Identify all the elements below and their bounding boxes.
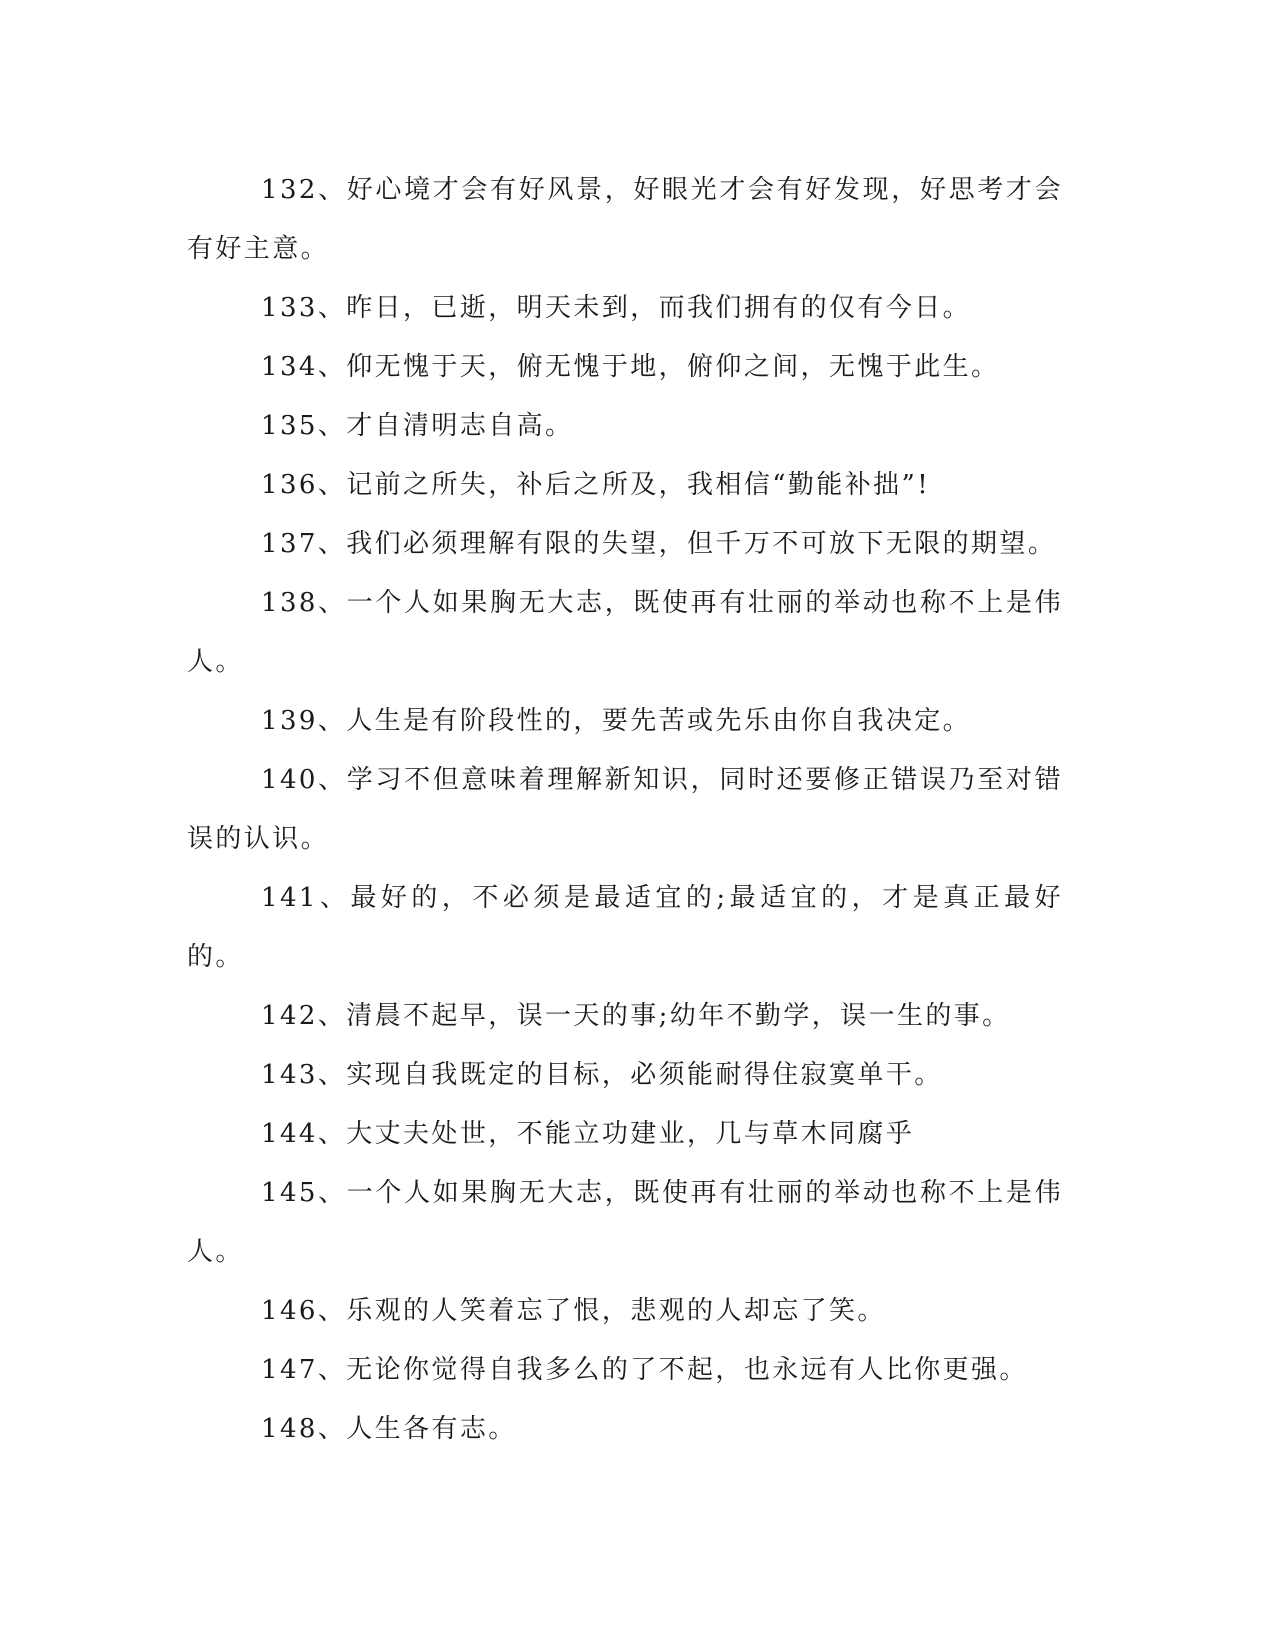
- quote-148: 148、人生各有志。: [261, 1414, 517, 1444]
- quote-138: 138、一个人如果胸无大志，既使再有壮丽的举动也称不上是伟人。: [187, 588, 1063, 677]
- quote-143: 143、实现自我既定的目标，必须能耐得住寂寞单干。: [261, 1060, 943, 1090]
- quote-140: 140、学习不但意味着理解新知识，同时还要修正错误乃至对错误的认识。: [187, 765, 1063, 854]
- quote-134: 134、仰无愧于天，俯无愧于地，俯仰之间，无愧于此生。: [261, 352, 1000, 382]
- quote-141: 141、最好的，不必须是最适宜的;最适宜的，才是真正最好的。: [187, 883, 1063, 972]
- quote-135: 135、才自清明志自高。: [261, 411, 574, 441]
- quote-147: 147、无论你觉得自我多么的了不起，也永远有人比你更强。: [261, 1355, 1028, 1385]
- quote-145: 145、一个人如果胸无大志，既使再有壮丽的举动也称不上是伟人。: [187, 1178, 1063, 1267]
- quote-139: 139、人生是有阶段性的，要先苦或先乐由你自我决定。: [261, 706, 972, 736]
- quote-146: 146、乐观的人笑着忘了恨，悲观的人却忘了笑。: [261, 1296, 886, 1326]
- quote-144: 144、大丈夫处世，不能立功建业，几与草木同腐乎: [261, 1119, 915, 1149]
- quote-137: 137、我们必须理解有限的失望，但千万不可放下无限的期望。: [261, 529, 1057, 559]
- quote-142: 142、清晨不起早，误一天的事;幼年不勤学，误一生的事。: [261, 1001, 1011, 1031]
- quote-136: 136、记前之所失，补后之所及，我相信“勤能补拙”!: [261, 470, 931, 500]
- quote-133: 133、昨日，已逝，明天未到，而我们拥有的仅有今日。: [261, 293, 972, 323]
- quote-list: [187, 161, 1063, 1459]
- quote-132: 132、好心境才会有好风景，好眼光才会有好发现，好思考才会有好主意。: [187, 175, 1063, 264]
